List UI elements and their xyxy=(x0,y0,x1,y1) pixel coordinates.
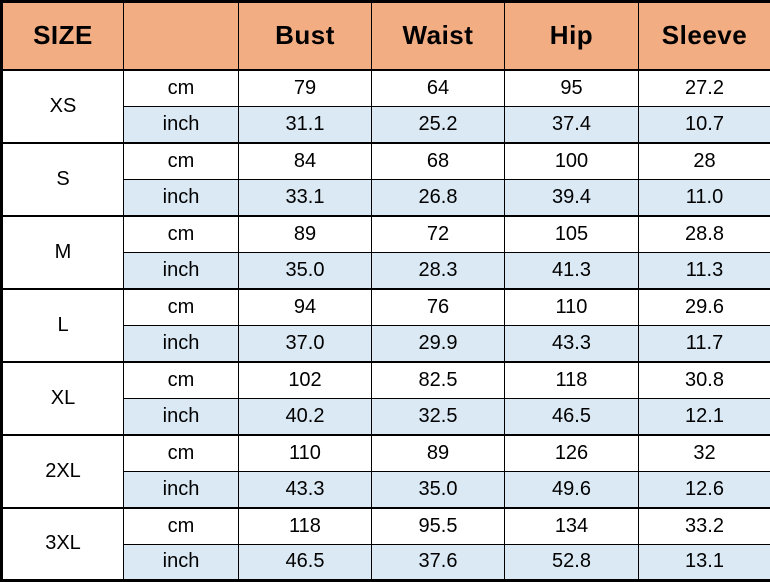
s-cm-waist: 68 xyxy=(372,143,505,180)
xl-inch-sleeve: 12.1 xyxy=(639,398,770,435)
s-cm-bust: 84 xyxy=(239,143,372,180)
m-inch-sleeve: 11.3 xyxy=(639,252,770,289)
size-row-2xl-cm xyxy=(2,435,770,472)
unit-label-inch: inch xyxy=(124,179,239,216)
l-cm-sleeve: 29.6 xyxy=(639,289,770,326)
unit-label-cm: cm xyxy=(124,216,239,253)
xl-cm-sleeve: 30.8 xyxy=(639,362,770,399)
unit-label-cm: cm xyxy=(124,362,239,399)
2xl-inch-waist: 35.0 xyxy=(372,471,505,508)
xl-cm-bust: 102 xyxy=(239,362,372,399)
3xl-inch-hip: 52.8 xyxy=(505,544,639,581)
header-unit-empty xyxy=(124,2,239,70)
2xl-cm-waist: 89 xyxy=(372,435,505,472)
2xl-inch-hip: 49.6 xyxy=(505,471,639,508)
unit-label-cm: cm xyxy=(124,70,239,107)
xs-inch-sleeve: 10.7 xyxy=(639,106,770,143)
s-cm-sleeve: 28 xyxy=(639,143,770,180)
size-label-l: L xyxy=(2,289,124,362)
unit-label-cm: cm xyxy=(124,435,239,472)
xs-cm-bust: 79 xyxy=(239,70,372,107)
unit-label-cm: cm xyxy=(124,508,239,545)
s-inch-sleeve: 11.0 xyxy=(639,179,770,216)
size-row-3xl-cm xyxy=(2,508,770,545)
s-inch-hip: 39.4 xyxy=(505,179,639,216)
s-cm-hip: 100 xyxy=(505,143,639,180)
xs-inch-bust: 31.1 xyxy=(239,106,372,143)
m-inch-waist: 28.3 xyxy=(372,252,505,289)
xl-cm-hip: 118 xyxy=(505,362,639,399)
l-cm-waist: 76 xyxy=(372,289,505,326)
unit-label-inch: inch xyxy=(124,252,239,289)
l-cm-bust: 94 xyxy=(239,289,372,326)
header-size: SIZE xyxy=(2,2,124,70)
l-inch-bust: 37.0 xyxy=(239,325,372,362)
xs-cm-hip: 95 xyxy=(505,70,639,107)
size-label-xl: XL xyxy=(2,362,124,435)
xs-cm-sleeve: 27.2 xyxy=(639,70,770,107)
size-label-3xl: 3XL xyxy=(2,508,124,581)
2xl-cm-bust: 110 xyxy=(239,435,372,472)
s-inch-bust: 33.1 xyxy=(239,179,372,216)
2xl-inch-bust: 43.3 xyxy=(239,471,372,508)
2xl-cm-sleeve: 32 xyxy=(639,435,770,472)
l-cm-hip: 110 xyxy=(505,289,639,326)
header-waist: Waist xyxy=(372,2,505,70)
l-inch-sleeve: 11.7 xyxy=(639,325,770,362)
3xl-inch-sleeve: 13.1 xyxy=(639,544,770,581)
3xl-inch-bust: 46.5 xyxy=(239,544,372,581)
2xl-inch-sleeve: 12.6 xyxy=(639,471,770,508)
m-inch-bust: 35.0 xyxy=(239,252,372,289)
header-row xyxy=(2,2,770,70)
size-label-2xl: 2XL xyxy=(2,435,124,508)
2xl-cm-hip: 126 xyxy=(505,435,639,472)
size-row-s-cm xyxy=(2,143,770,180)
size-label-m: M xyxy=(2,216,124,289)
l-inch-waist: 29.9 xyxy=(372,325,505,362)
xs-inch-hip: 37.4 xyxy=(505,106,639,143)
3xl-cm-bust: 118 xyxy=(239,508,372,545)
xs-inch-waist: 25.2 xyxy=(372,106,505,143)
xl-inch-waist: 32.5 xyxy=(372,398,505,435)
size-label-xs: XS xyxy=(2,70,124,143)
header-hip: Hip xyxy=(505,2,639,70)
size-label-s: S xyxy=(2,143,124,216)
table-body xyxy=(2,70,770,581)
3xl-inch-waist: 37.6 xyxy=(372,544,505,581)
s-inch-waist: 26.8 xyxy=(372,179,505,216)
size-row-xs-cm xyxy=(2,70,770,107)
unit-label-cm: cm xyxy=(124,289,239,326)
unit-label-inch: inch xyxy=(124,471,239,508)
3xl-cm-hip: 134 xyxy=(505,508,639,545)
m-cm-bust: 89 xyxy=(239,216,372,253)
unit-label-inch: inch xyxy=(124,398,239,435)
header-sleeve: Sleeve xyxy=(639,2,770,70)
l-inch-hip: 43.3 xyxy=(505,325,639,362)
unit-label-inch: inch xyxy=(124,544,239,581)
unit-label-cm: cm xyxy=(124,143,239,180)
xl-inch-hip: 46.5 xyxy=(505,398,639,435)
size-row-l-cm xyxy=(2,289,770,326)
m-cm-waist: 72 xyxy=(372,216,505,253)
m-cm-sleeve: 28.8 xyxy=(639,216,770,253)
header-bust: Bust xyxy=(239,2,372,70)
xs-cm-waist: 64 xyxy=(372,70,505,107)
unit-label-inch: inch xyxy=(124,325,239,362)
unit-label-inch: inch xyxy=(124,106,239,143)
xl-inch-bust: 40.2 xyxy=(239,398,372,435)
3xl-cm-sleeve: 33.2 xyxy=(639,508,770,545)
xl-cm-waist: 82.5 xyxy=(372,362,505,399)
m-cm-hip: 105 xyxy=(505,216,639,253)
3xl-cm-waist: 95.5 xyxy=(372,508,505,545)
m-inch-hip: 41.3 xyxy=(505,252,639,289)
size-row-m-cm xyxy=(2,216,770,253)
size-row-xl-cm xyxy=(2,362,770,399)
